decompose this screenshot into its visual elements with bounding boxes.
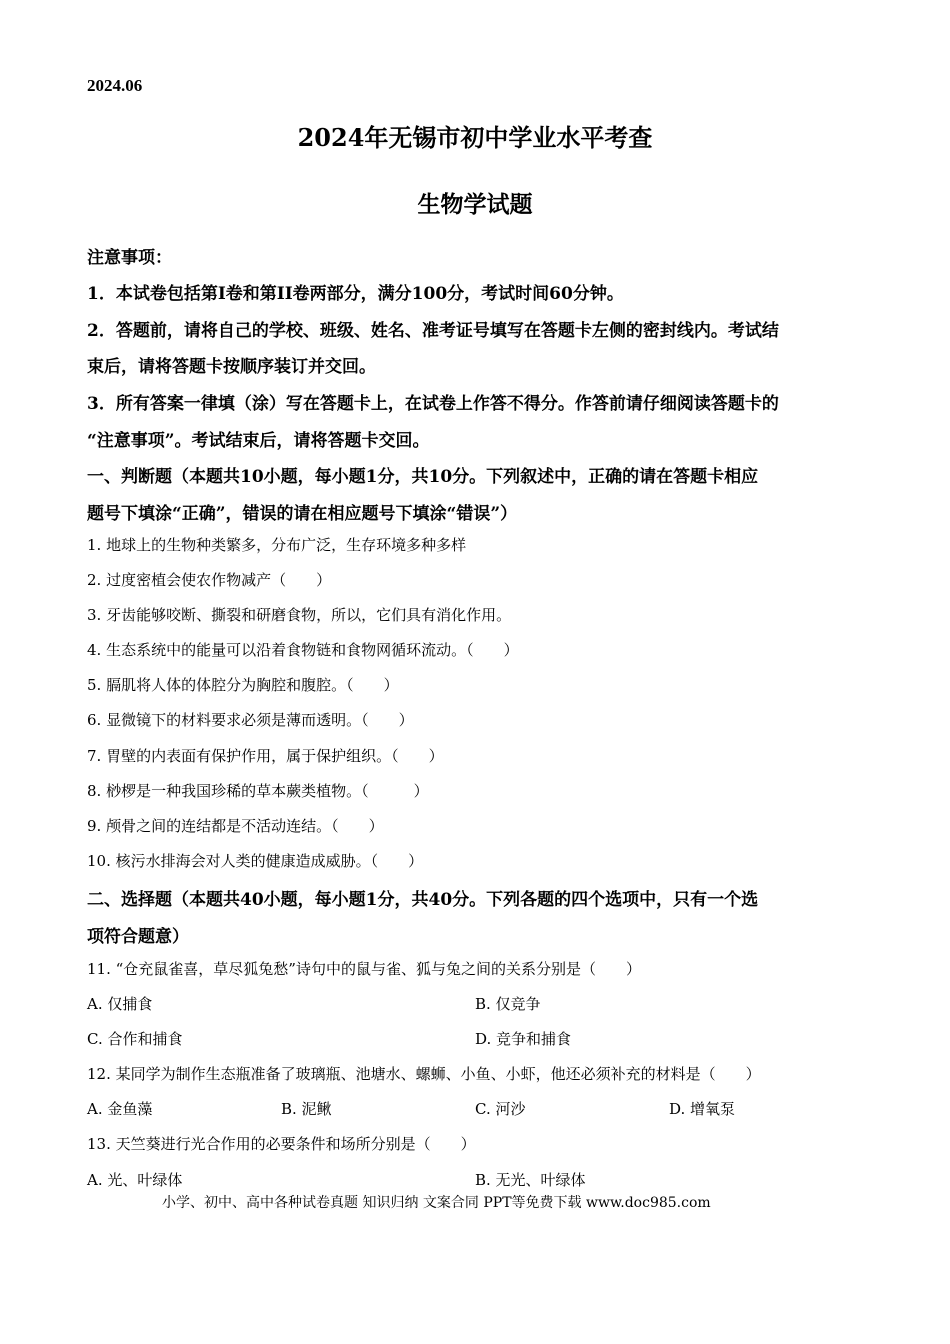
notes-line-3b: “注意事项”。考试结束后，请将答题卡交回。 <box>87 431 430 451</box>
section2-heading-a: 二、选择题（本题共40小题，每小题1分，共40分。下列各题的四个选项中，只有一个选 <box>87 890 759 910</box>
question-12-option-b: B. 泥鳅 <box>281 1100 332 1118</box>
exam-date: 2024.06 <box>87 76 143 95</box>
exam-subtitle: 生物学试题 <box>417 191 533 218</box>
section2-heading-b: 项符合题意） <box>87 927 189 947</box>
question-9: 9. 颅骨之间的连结都是不活动连结。（ ） <box>87 817 384 835</box>
question-13-option-b: B. 无光、叶绿体 <box>475 1171 586 1189</box>
question-1: 1. 地球上的生物种类繁多，分布广泛，生存环境多种多样 <box>87 536 467 554</box>
question-11-option-b: B. 仅竞争 <box>475 995 541 1013</box>
question-12-stem: 12. 某同学为制作生态瓶准备了玻璃瓶、池塘水、螺蛳、小鱼、小虾，他还必须补充的材料是（ ） <box>87 1065 761 1083</box>
question-8: 8. 桫椤是一种我国珍稀的草本蕨类植物。（ ） <box>87 782 429 800</box>
notes-heading: 注意事项： <box>87 248 172 268</box>
notes-line-1: 1．本试卷包括第I卷和第II卷两部分，满分100分，考试时间60分钟。 <box>87 284 624 304</box>
section1-heading-b: 题号下填涂“正确”，错误的请在相应题号下填涂“错误”） <box>87 504 518 524</box>
question-11-option-d: D. 竞争和捕食 <box>475 1030 572 1048</box>
notes-line-3a: 3．所有答案一律填（涂）写在答题卡上，在试卷上作答不得分。作答前请仔细阅读答题卡的 <box>87 394 779 414</box>
question-12-option-c: C. 河沙 <box>475 1100 526 1118</box>
notes-line-2b: 束后，请将答题卡按顺序装订并交回。 <box>87 357 376 377</box>
question-5: 5. 膈肌将人体的体腔分为胸腔和腹腔。（ ） <box>87 676 399 694</box>
question-11-option-c: C. 合作和捕食 <box>87 1030 183 1048</box>
notes-line-2a: 2．答题前，请将自己的学校、班级、姓名、准考证号填写在答题卡左侧的密封线内。考试结 <box>87 321 779 341</box>
question-12-option-a: A. 金鱼藻 <box>87 1100 153 1118</box>
question-11-stem: 11. “仓充鼠雀喜，草尽狐兔愁”诗句中的鼠与雀、狐与兔之间的关系分别是（ ） <box>87 960 641 978</box>
question-13-stem: 13. 天竺葵进行光合作用的必要条件和场所分别是（ ） <box>87 1135 476 1153</box>
exam-title: 2024年无锡市初中学业水平考查 <box>297 123 653 152</box>
section1-heading-a: 一、判断题（本题共10小题，每小题1分，共10分。下列叙述中，正确的请在答题卡相应 <box>87 467 759 487</box>
question-13-option-a: A. 光、叶绿体 <box>87 1171 183 1189</box>
question-10: 10. 核污水排海会对人类的健康造成威胁。（ ） <box>87 852 424 870</box>
question-2: 2. 过度密植会使农作物减产（ ） <box>87 571 332 589</box>
question-4: 4. 生态系统中的能量可以沿着食物链和食物网循环流动。（ ） <box>87 641 519 659</box>
question-11-option-a: A. 仅捕食 <box>87 995 153 1013</box>
question-6: 6. 显微镜下的材料要求必须是薄而透明。（ ） <box>87 711 414 729</box>
question-7: 7. 胃壁的内表面有保护作用，属于保护组织。（ ） <box>87 747 444 765</box>
question-3: 3. 牙齿能够咬断、撕裂和研磨食物，所以，它们具有消化作用。 <box>87 606 512 624</box>
page-footer: 小学、初中、高中各种试卷真题 知识归纳 文案合同 PPT等免费下载 www.doc985.com <box>162 1195 711 1211</box>
question-12-option-d: D. 增氧泵 <box>669 1100 736 1118</box>
